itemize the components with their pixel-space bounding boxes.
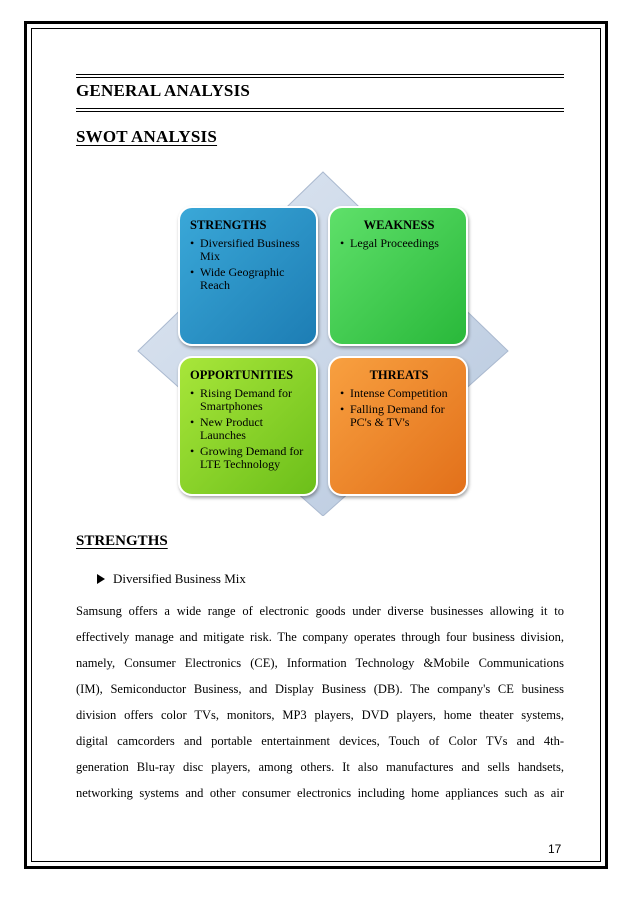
threats-title: THREATS bbox=[369, 368, 429, 382]
opportunities-item: • Growing Demand for LTE Technology bbox=[190, 445, 308, 471]
arrow-bullet-icon bbox=[97, 574, 105, 584]
paragraph-line: Samsung offers a wide range of electronic goods under diverse businesses allowing it to bbox=[76, 604, 564, 618]
page-number: 17 bbox=[548, 842, 562, 856]
body-paragraph bbox=[76, 598, 564, 806]
opportunities-item: • Rising Demand for Smartphones bbox=[190, 387, 308, 413]
paragraph-line: namely, Consumer Electronics (CE), Information Technology &Mobile Communications bbox=[76, 656, 564, 670]
swot-weakness-box bbox=[328, 206, 468, 346]
paragraph-line: networking systems and other consumer electronics including home appliances such as air bbox=[76, 786, 564, 800]
strengths-title: STRENGTHS bbox=[190, 218, 267, 232]
paragraph-line: (IM), Semiconductor Business, and Display Business (DB). The company's CE business bbox=[76, 682, 564, 696]
paragraph-line: effectively manage and mitigate risk. The company operates through four business division, bbox=[76, 630, 564, 644]
swot-strengths-box bbox=[178, 206, 318, 346]
weakness-title: WEAKNESS bbox=[363, 218, 435, 232]
strengths-section-heading: STRENGTHS bbox=[76, 533, 168, 549]
strengths-item: • Diversified Business Mix bbox=[190, 237, 308, 263]
swot-analysis-heading: SWOT ANALYSIS bbox=[76, 127, 218, 146]
paragraph-line: division offers color TVs, monitors, MP3 players, DVD players, home theater systems, bbox=[76, 708, 564, 722]
paragraph-line: digital camcorders and portable entertainment devices, Touch of Color TVs and 4th- bbox=[76, 734, 564, 748]
threats-item: • Intense Competition bbox=[340, 387, 458, 400]
swot-diagram bbox=[130, 170, 510, 516]
swot-threats-box bbox=[328, 356, 468, 496]
bullet-item bbox=[97, 571, 246, 587]
general-analysis-heading: GENERAL ANALYSIS bbox=[76, 81, 251, 100]
weakness-item: • Legal Proceedings bbox=[340, 237, 458, 250]
strengths-item: • Wide Geographic Reach bbox=[190, 266, 308, 292]
paragraph-line: generation Blu-ray disc players, among others. It also manufactures and sells handsets, bbox=[76, 760, 564, 774]
threats-item: • Falling Demand for PC's & TV's bbox=[340, 403, 458, 429]
header-rule-top bbox=[76, 74, 564, 78]
bullet-text: Diversified Business Mix bbox=[113, 571, 246, 586]
opportunities-item: • New Product Launches bbox=[190, 416, 308, 442]
opportunities-title: OPPORTUNITIES bbox=[190, 368, 294, 382]
swot-opportunities-box bbox=[178, 356, 318, 496]
header-rule-bottom bbox=[76, 108, 564, 112]
